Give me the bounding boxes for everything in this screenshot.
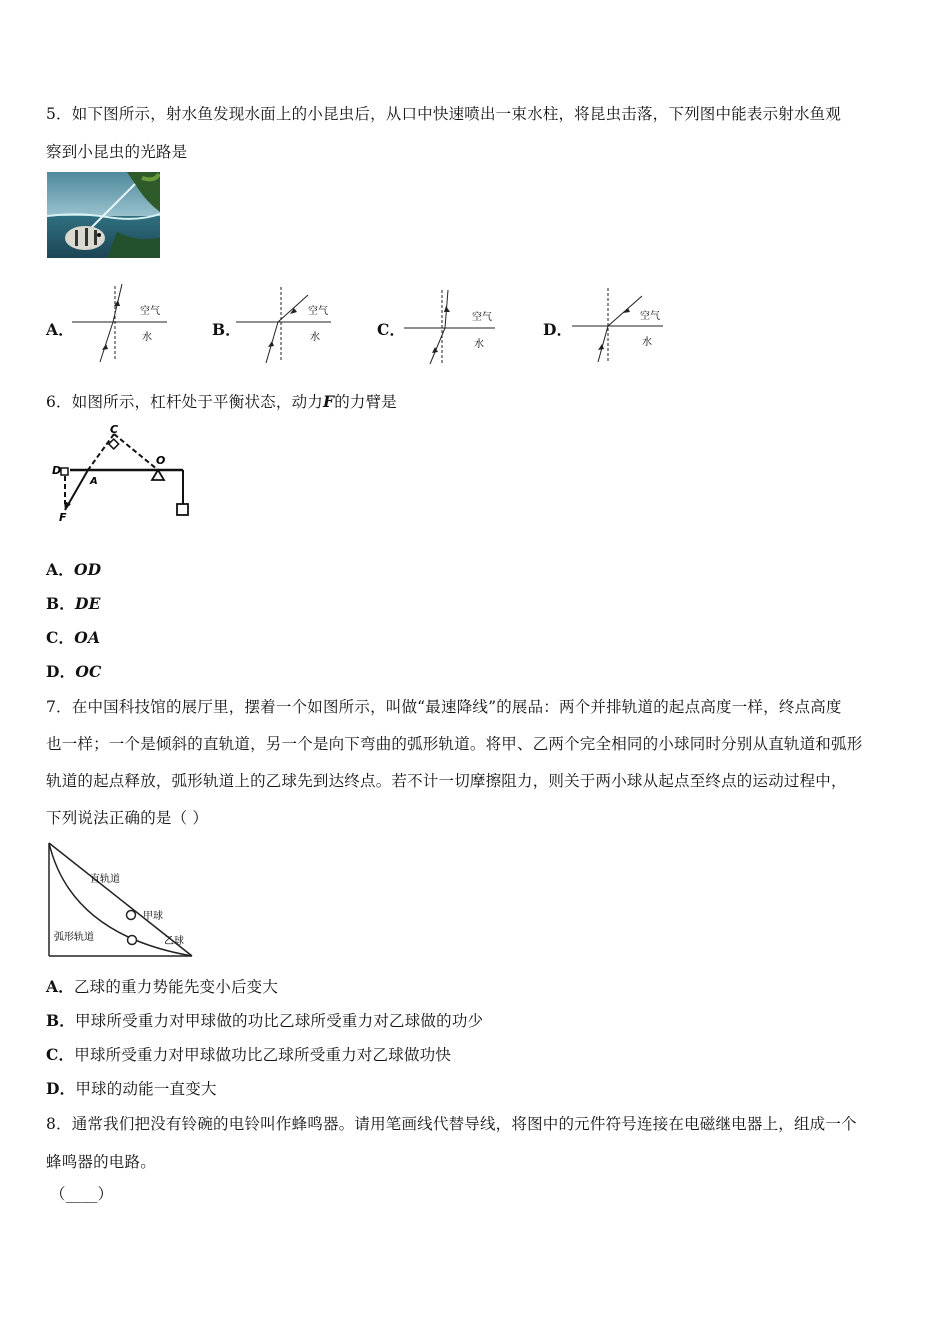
q7-stem-line2: 也一样；一个是倾斜的直轨道，另一个是向下弯曲的弧形轨道。将甲、乙两个完全相同的小球同时分别从直轨道和弧形: [46, 735, 863, 753]
q6-option-d: [46, 660, 102, 682]
q5-a-air-label: 空气: [140, 306, 160, 317]
q6-option-a-label: A．: [46, 560, 74, 579]
q6-label-o: O: [156, 454, 166, 467]
q6-label-d: D: [52, 464, 62, 477]
q7-option-b-text: 甲球所受重力对甲球做的功比乙球所受重力对乙球做的功少: [75, 1012, 484, 1030]
q5-option-d-diagram: [568, 286, 668, 364]
q5-option-c-diagram: [400, 288, 500, 366]
q8-stem-line2: 蜂鸣器的电路。: [46, 1153, 156, 1171]
q8-stem-line1: 8．通常我们把没有铃碗的电铃叫作蜂鸣器。请用笔画线代替导线，将图中的元件符号连接在电磁继电器上，组成一个: [46, 1115, 857, 1133]
q7-option-a-text: 乙球的重力势能先变小后变大: [73, 978, 279, 996]
q6-option-b: [46, 592, 101, 614]
q6-option-b-label: B．: [46, 594, 76, 613]
q7-option-b-label: B．: [46, 1011, 76, 1030]
q5-option-d-label: D．: [543, 320, 573, 339]
q7-label-arc: 弧形轨道: [54, 932, 94, 943]
q7-option-d-label: D．: [46, 1079, 76, 1098]
q5-stem-line1: 5．如下图所示，射水鱼发现水面上的小昆虫后，从口中快速喷出一束水柱，将昆虫击落，下列图中能表示射水鱼观: [46, 105, 842, 123]
q6-label-c: C: [110, 424, 119, 436]
q5-option-c-label: C．: [377, 320, 406, 339]
q5-d-air-label: 空气: [640, 311, 660, 322]
q6-option-c-value: OA: [74, 628, 101, 647]
q7-option-a: [46, 975, 278, 997]
q7-option-c: [46, 1043, 451, 1065]
q5-option-b-label: B．: [212, 320, 242, 339]
q7-option-c-label: C．: [46, 1045, 75, 1064]
q6-stem-suffix: 的力臂是: [334, 393, 397, 411]
q6-option-a: [46, 558, 101, 580]
q5-c-air-label: 空气: [472, 312, 492, 323]
q6-option-a-value: OD: [73, 560, 102, 579]
q6-label-a: A: [90, 476, 98, 487]
q5-option-b-diagram: [236, 285, 336, 365]
q7-stem-line4: 下列说法正确的是（ ）: [46, 809, 209, 827]
q7-option-c-text: 甲球所受重力对甲球做功比乙球所受重力对乙球做功快: [74, 1046, 452, 1064]
q6-option-c-label: C．: [46, 628, 75, 647]
q7-label-yi: 乙球: [164, 936, 184, 947]
q7-label-jia: 甲球: [143, 911, 163, 922]
q8-answer-blank[interactable]: （____）: [50, 1185, 114, 1203]
q5-b-air-label: 空气: [308, 306, 328, 317]
q7-brachistochrone-figure: [46, 840, 196, 960]
q6-option-d-value: OC: [75, 662, 102, 681]
q7-option-d: [46, 1077, 217, 1099]
q7-label-straight: 直轨道: [90, 874, 120, 885]
q5-b-water-label: 水: [310, 332, 320, 343]
q7-stem-line1: 7．在中国科技馆的展厅里，摆着一个如图所示，叫做“最速降线”的展品：两个并排轨道的起点高度一样，终点高度: [46, 698, 842, 716]
q5-d-water-label: 水: [642, 337, 652, 348]
q5-option-a-diagram: [72, 282, 172, 364]
q6-label-f: F: [59, 511, 67, 524]
q6-stem-var: F: [322, 392, 335, 411]
q5-stem-line2: 察到小昆虫的光路是: [46, 143, 188, 161]
q6-stem: [46, 390, 397, 412]
q5-c-water-label: 水: [474, 339, 484, 350]
q7-stem-line3: 轨道的起点释放，弧形轨道上的乙球先到达终点。若不计一切摩擦阻力，则关于两小球从起点至终点的运动过程中，: [46, 772, 847, 790]
q7-option-a-label: A．: [46, 977, 74, 996]
archer-fish-photo: [47, 172, 160, 258]
q6-option-c: [46, 626, 100, 648]
q6-stem-prefix: 6．如图所示，杠杆处于平衡状态，动力: [46, 393, 323, 411]
q7-option-d-text: 甲球的动能一直变大: [75, 1080, 217, 1098]
q6-lever-figure: [48, 424, 198, 524]
q6-option-b-value: DE: [75, 594, 101, 613]
q5-a-water-label: 水: [142, 332, 152, 343]
q5-option-a-label: A．: [46, 320, 74, 339]
q6-option-d-label: D．: [46, 662, 76, 681]
q7-option-b: [46, 1009, 483, 1031]
